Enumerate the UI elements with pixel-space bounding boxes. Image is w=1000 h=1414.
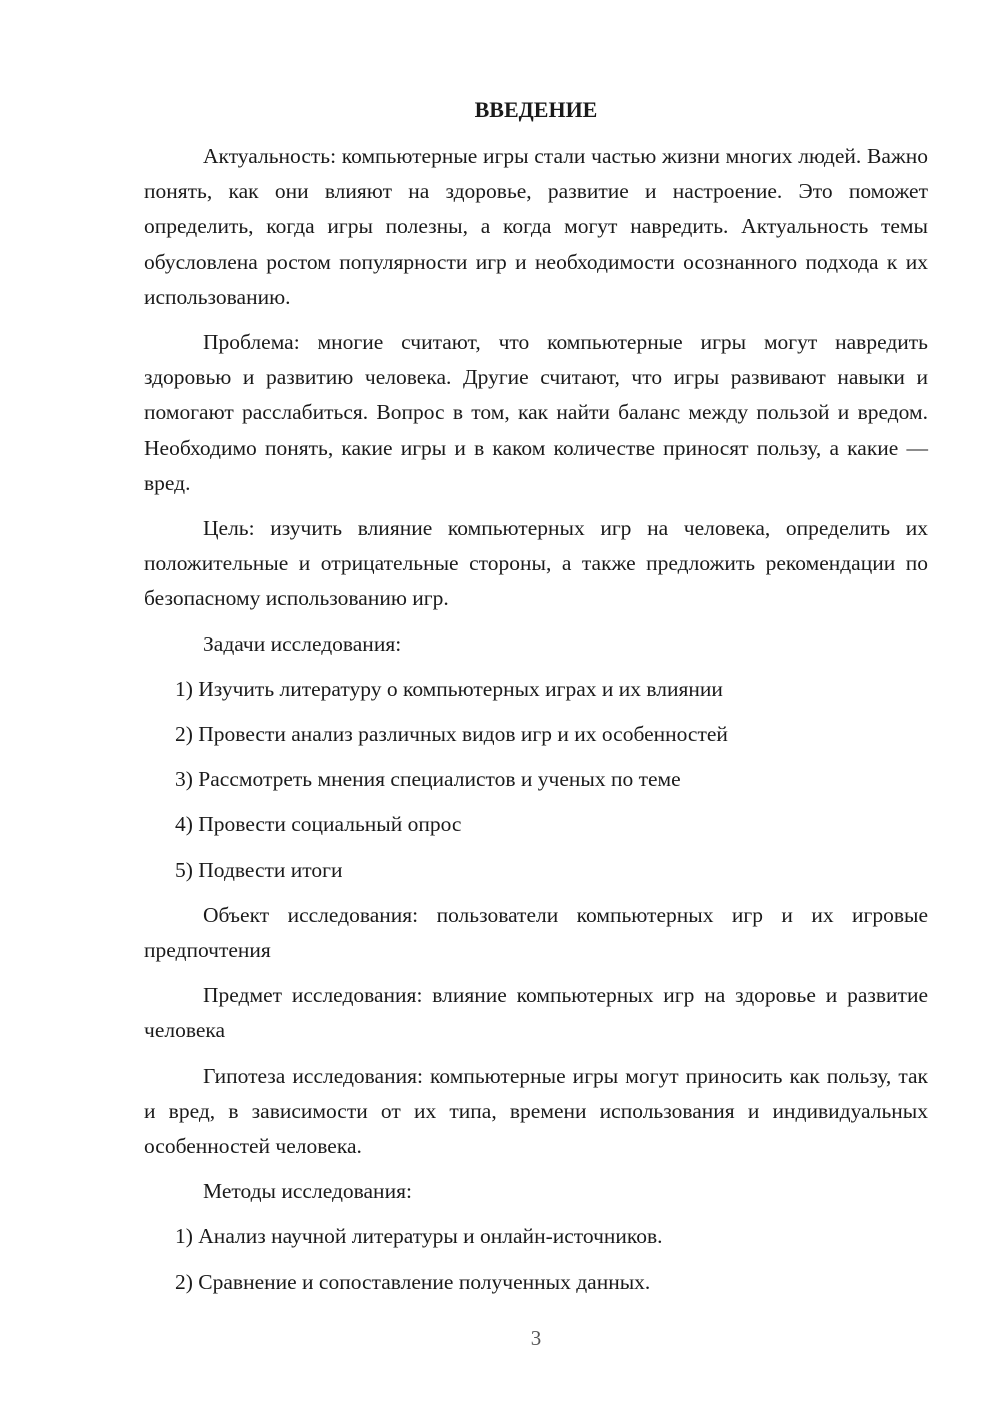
object-paragraph: Объект исследования: пользователи компьютерных игр и их игровые предпочтения (144, 902, 928, 963)
list-item: 3) Рассмотреть мнения специалистов и ученых по теме (175, 767, 681, 792)
hypothesis-paragraph: Гипотеза исследования: компьютерные игры могут приносить как пользу, так и вред, в зависимости от их типа, времени использования и индивидуальных особенностей человека. (144, 1063, 928, 1159)
document-page (144, 93, 928, 1310)
page-number: 3 (530, 1326, 542, 1350)
section-heading: ВВЕДЕНИЕ (474, 97, 598, 122)
problem-paragraph: Проблема: многие считают, что компьютерные игры могут навредить здоровью и развитию человека. Другие считают, что игры развивают навыки и помогают расслабиться. Вопрос в том, как найти баланс между пользой и вредом. Необходимо понять, какие игры и в каком количестве приносят пользу, а какие — вред. (144, 330, 928, 495)
methods-title: Методы исследования: (203, 1179, 412, 1204)
methods-list (144, 1219, 928, 1299)
list-item: 5) Подвести итоги (175, 857, 343, 882)
tasks-title: Задачи исследования: (203, 631, 402, 656)
goal-paragraph: Цель: изучить влияние компьютерных игр на человека, определить их положительные и отрицательные стороны, а также предложить рекомендации по безопасному использованию игр. (144, 516, 928, 611)
list-item: 1) Анализ научной литературы и онлайн-источников. (175, 1224, 663, 1249)
relevance-paragraph: Актуальность: компьютерные игры стали частью жизни многих людей. Важно понять, как они влияют на здоровье, развитие и настроение. Это поможет определить, когда игры полезны, а когда могут навредить. Актуальность темы обусловлена ростом популярности игр и необходимости осознанного подхода к их использованию. (144, 144, 928, 309)
list-item: 4) Провести социальный опрос (175, 812, 462, 837)
tasks-list (144, 672, 928, 888)
list-item: 2) Провести анализ различных видов игр и их особенностей (175, 722, 728, 747)
list-item: 2) Сравнение и сопоставление полученных данных. (175, 1269, 651, 1294)
subject-paragraph: Предмет исследования: влияние компьютерных игр на здоровье и развитие человека (144, 983, 928, 1043)
list-item: 1) Изучить литературу о компьютерных играх и их влиянии (175, 676, 723, 701)
